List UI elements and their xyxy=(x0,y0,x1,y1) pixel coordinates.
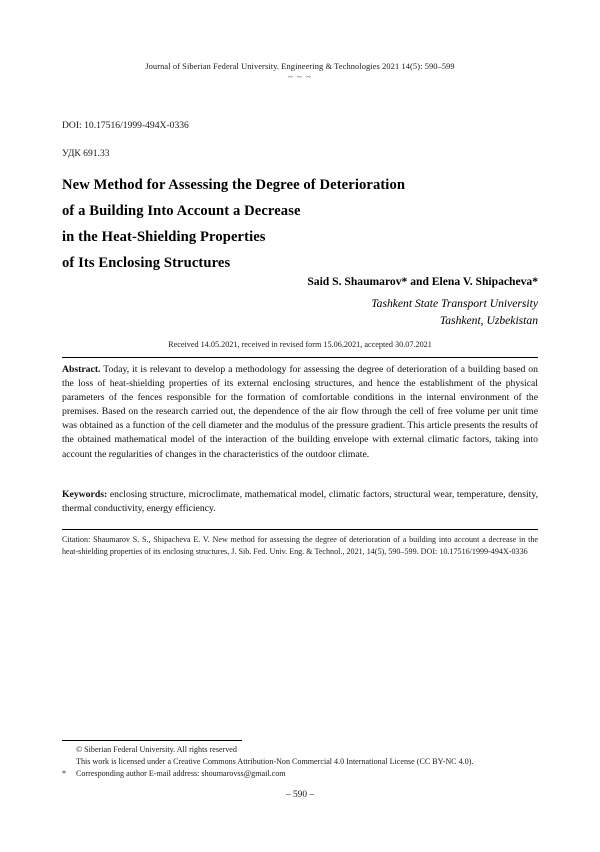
abstract-block xyxy=(62,363,538,462)
keywords-label: Keywords: xyxy=(62,489,108,500)
copyright-line: © Siberian Federal University. All rights reserved xyxy=(76,745,237,754)
page-number: – 590 – xyxy=(285,790,315,800)
udk-line: УДК 691.33 xyxy=(62,148,110,159)
abstract-label: Abstract. xyxy=(62,364,101,375)
keywords-text: enclosing structure, microclimate, mathematical model, climatic factors, structural wear, temperature, density, thermal conductivity, energy efficiency. xyxy=(62,489,538,515)
journal-running-head: Journal of Siberian Federal University. Engineering & Technologies 2021 14(5): 590–599 xyxy=(145,62,455,71)
doi-line: DOI: 10.17516/1999-494X-0336 xyxy=(62,120,189,131)
author-list: Said S. Shaumarov* and Elena V. Shipacheva* xyxy=(307,275,538,288)
corresponding-author-email: Corresponding author E-mail address: shoumarovss@gmail.com xyxy=(76,768,286,778)
affiliation-location: Tashkent, Uzbekistan xyxy=(439,314,538,327)
page-title xyxy=(62,172,532,276)
title-line-3: in the Heat-Shielding Properties xyxy=(62,229,266,245)
license-line: This work is licensed under a Creative Commons Attribution-Non Commercial 4.0 International License (CC BY-NC 4.0). xyxy=(76,756,474,766)
footnote-asterisk: * xyxy=(62,768,67,778)
abstract-text: Today, it is relevant to develop a methodology for assessing the degree of deterioration of a building based on the loss of heat-shielding properties of its external enclosing structures, and hence the establishment of the physical parameters of the fences responsible for the formation of comfortable conditions in the internal environment of the premises. Based on the research carried out, the dependence of the air flow through the cell of free volume per unit time was obtained as a function of the cell diameter and the modulus of the pressure gradient. This article presents the results of the obtained mathematical model of the interaction of the building envelope with external climatic factors, taking into account the regularities of changes in the characteristics of the outdoor climate. xyxy=(62,364,538,460)
divider-above-citation xyxy=(62,529,538,530)
footnote-block xyxy=(62,744,538,779)
divider-above-abstract xyxy=(62,357,538,358)
corresponding-author-line xyxy=(62,768,538,780)
footnote-divider xyxy=(62,740,242,741)
title-line-4: of Its Enclosing Structures xyxy=(62,255,231,271)
header-ornament: ~ ~ ~ xyxy=(287,72,313,82)
title-line-2: of a Building Into Account a Decrease xyxy=(62,203,301,219)
page-content xyxy=(62,0,538,852)
keywords-block xyxy=(62,488,538,516)
received-dates: Received 14.05.2021, received in revised form 15.06.2021, accepted 30.07.2021 xyxy=(168,340,432,349)
affiliation-institution: Tashkent State Transport University xyxy=(371,297,538,310)
title-line-1: New Method for Assessing the Degree of Deterioration xyxy=(62,177,406,193)
affiliation xyxy=(62,295,538,329)
citation-block: Citation: Shaumarov S. S., Shipacheva E. V. New method for assessing the degree of deterioration of a building into account a decrease in the heat-shielding properties of its enclosing structures, J. Sib. Fed. Univ. Eng. & Technol., 2021, 14(5), 590–599. DOI: 10.17516/1999-494X-0336 xyxy=(62,535,538,556)
